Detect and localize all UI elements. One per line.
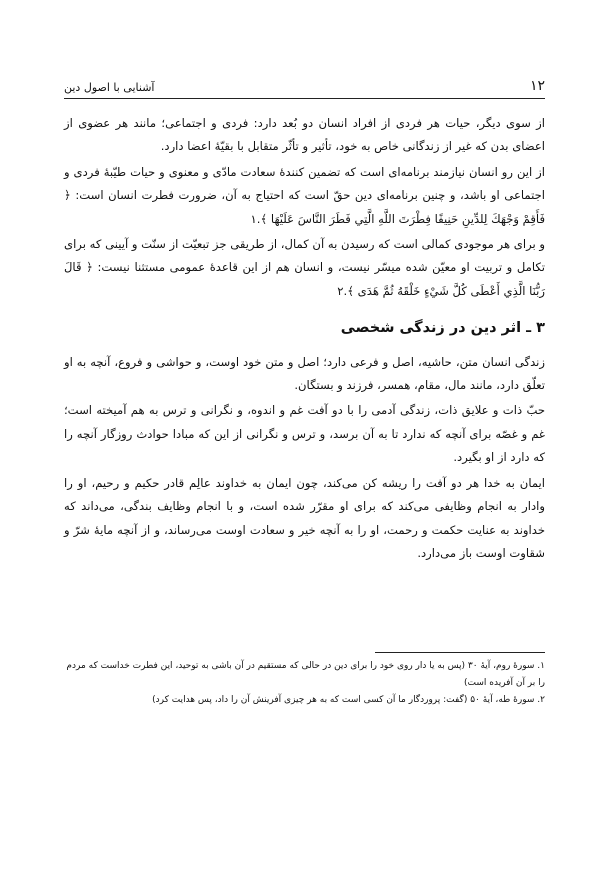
page-number: ۱۲ <box>529 78 545 94</box>
main-text <box>64 112 545 565</box>
footnote-2: ۲. سورهٔ طه، آیهٔ ۵۰ (گفت: پروردگار ما آن کسی است که به هر چیزی آفرینش آن را داد، پس هدایت کرد) <box>152 695 545 705</box>
footnote-1: ۱. سورهٔ روم، آیهٔ ۳۰ (پس به یا دار روی خود را برای دین در حالی که مستقیم در آن باشی به توحید، این فطرت خداست که مردم را بر آن آفریده است) <box>66 661 545 688</box>
section-heading: ۳ ـ اثر دین در زندگی شخصی <box>340 320 545 337</box>
footnotes <box>64 658 545 709</box>
page-header <box>64 72 545 99</box>
running-title: آشنایی با اصول دین <box>64 81 155 94</box>
paragraph-grief-and-fear: حبّ ذات و علایق ذات، زندگی آدمی را با دو آفت غم و اندوه، و نگرانی و ترس به هم آمیخته است؛ غم و غصّه برای آنچه که ندارد تا به آن برسد، و ترس و نگرانی از این که مبادا حوادث روزگار آنچه را که دارد از او بگیرد. <box>64 403 545 465</box>
paragraph-perfection: و برای هر موجودی کمالی است که رسیدن به آن کمال، از طریقی جز تبعیّت از سنّت و آیینی که برای تکامل و تربیت او معیّن شده میسّر نیست، و انسان هم از این قاعدهٔ عمومی مستثنا نیست: ﴿ قَالَ رَبُّنَا الَّذِي أَعْطَى كُلَّ شَيْءٍ خَلْقَهُ ثُمَّ هَدَى ﴾.۲ <box>64 237 545 298</box>
paragraph-life-structure: زندگی انسان متن، حاشیه، اصل و فرعی دارد؛ اصل و متن خود اوست، و حواشی و فروع، آنچه به او تعلّق دارد، مانند مال، مقام، همسر، فرزند و بستگان. <box>64 354 545 393</box>
footnote-divider <box>375 652 545 653</box>
paragraph-dimensions-of-life: از سوی دیگر، حیات هر فردی از افراد انسان دو بُعد دارد: فردی و اجتماعی؛ مانند هر عضوی از اعضای بدن که غیر از زندگانی خاص به خود، تأثیر و تأثّر متقابل با بقیّهٔ اعضا دارد. <box>64 116 545 154</box>
paragraph-faith: ایمان به خدا هر دو آفت را ریشه کن می‌کند، چون ایمان به خداوند عالِم قادر حکیم و رحیم، او را وادار به انجام وظایفی می‌کند که برای او مقرّر شده است، و با انجام وظایف بندگی، می‌داند که خداوند به عنایت حکمت و رحمت، او را به آنچه خیر و سعادت اوست می‌رساند، و از آنچه مایهٔ شرّ و شقاوت اوست باز می‌دارد. <box>64 475 545 560</box>
paragraph-need-for-religion: از این رو انسان نیازمند برنامه‌ای است که تضمین کنندهٔ سعادت مادّی و معنوی و حیات طیّبهٔ فردی و اجتماعی او باشد، و چنین برنامه‌ای دین حقّ است که احتیاج به آن، ضرورت فطرت انسان است: ﴿ فَأَقِمْ وَجْهَكَ لِلدِّينِ حَنِيفًا فِطْرَتَ اللَّهِ الَّتِي فَطَرَ النَّاسَ عَلَيْهَا ﴾.۱ <box>64 164 545 226</box>
